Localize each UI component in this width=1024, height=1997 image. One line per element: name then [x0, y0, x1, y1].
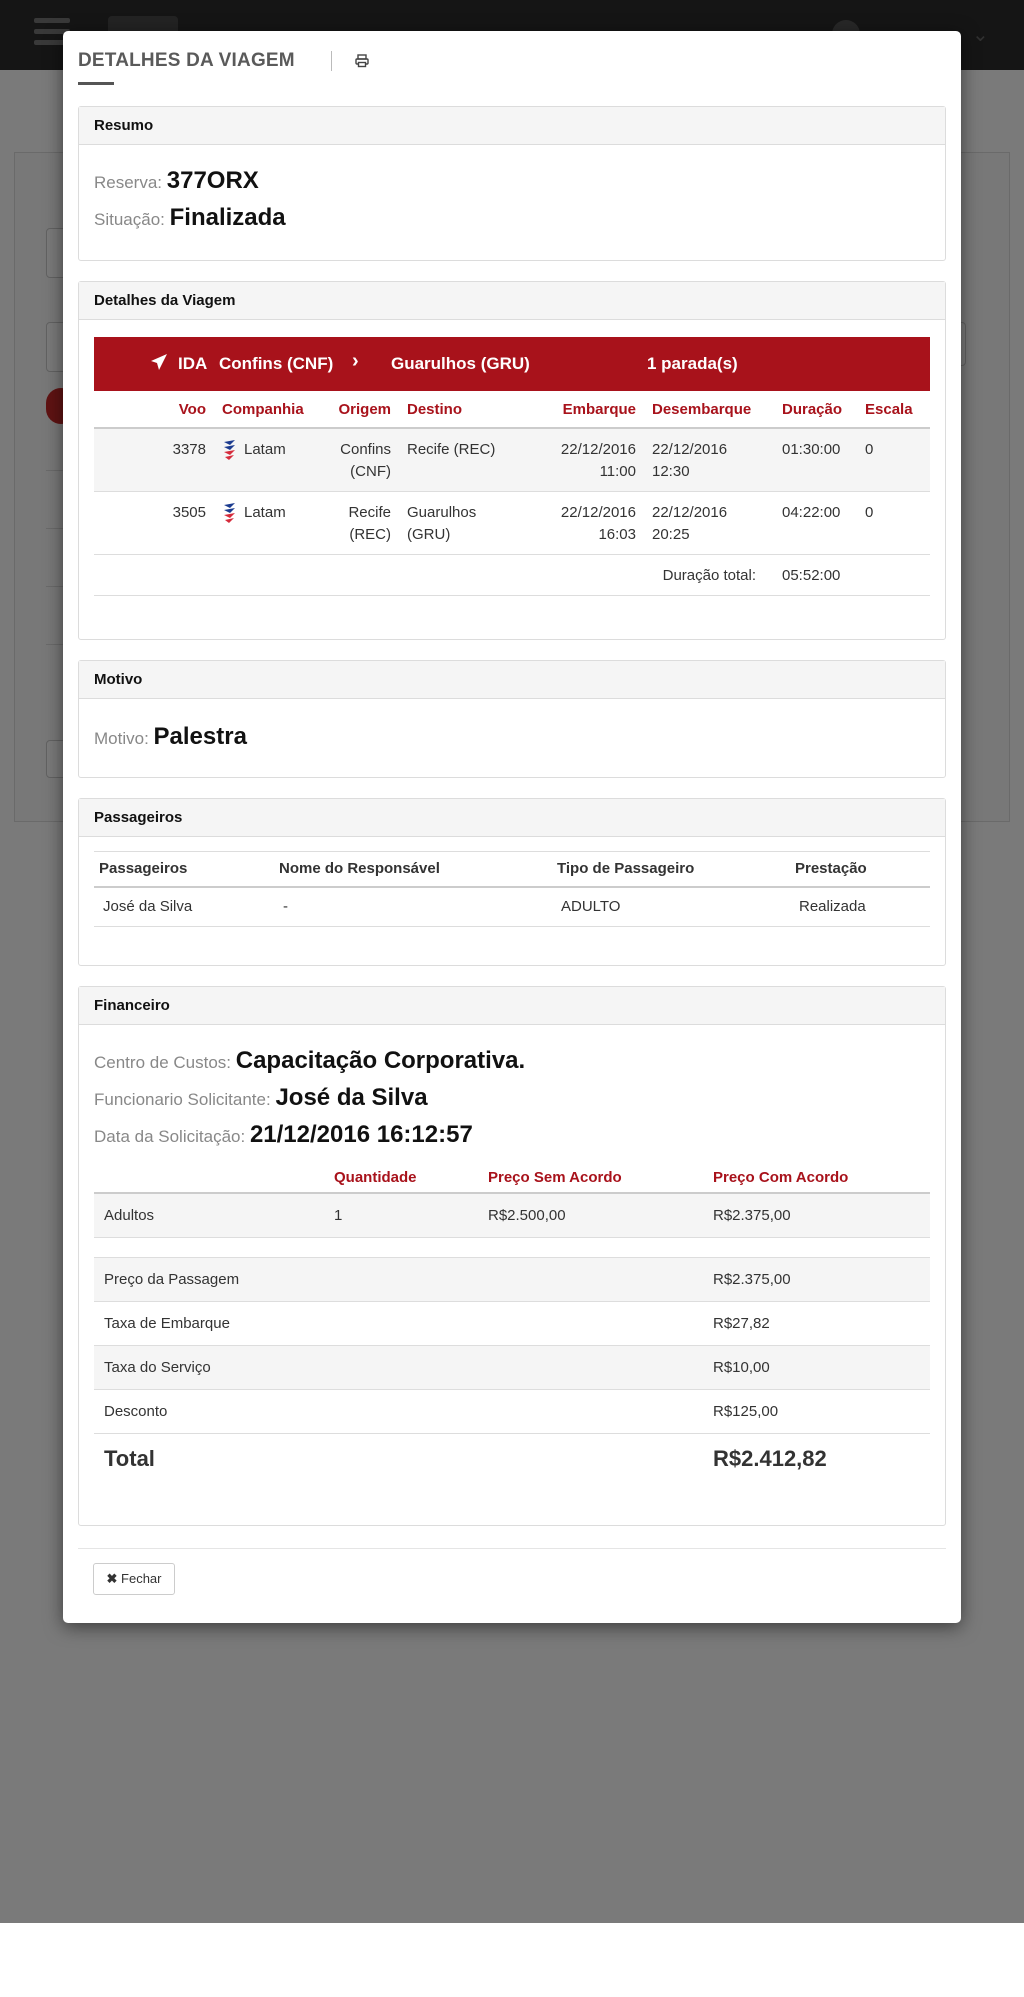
trip-details-heading: Detalhes da Viagem	[79, 282, 945, 320]
situacao-value: Finalizada	[169, 204, 286, 231]
modal-footer-divider	[78, 1548, 946, 1549]
funcionario-value: José da Silva	[275, 1084, 428, 1111]
passageiros-panel	[78, 798, 946, 966]
total-value: R$2.412,82	[713, 1446, 827, 1472]
modal-header	[78, 31, 946, 86]
reserva-value: 377ORX	[166, 167, 259, 194]
route-origin: Confins (CNF)	[219, 354, 334, 373]
financeiro-panel	[78, 986, 946, 1526]
motivo-value: Palestra	[153, 723, 247, 750]
adultos-com-acordo: R$2.375,00	[703, 1193, 930, 1237]
col-duracao: Duração	[774, 391, 857, 428]
chevron-right-icon: ›	[352, 350, 359, 372]
table-row	[94, 1389, 930, 1433]
pricing-table	[94, 1163, 930, 1485]
trip-details-panel	[78, 281, 946, 640]
origin-city: Recife	[348, 504, 391, 521]
adultos-quantidade: 1	[324, 1193, 478, 1237]
origin-cell	[329, 492, 399, 555]
col-voo: Voo	[94, 391, 214, 428]
duration-cell: 01:30:00	[774, 428, 857, 492]
departure-cell	[529, 492, 644, 555]
stopover-cell: 0	[857, 492, 930, 555]
total-duration-row	[94, 555, 930, 596]
departure-cell	[529, 428, 644, 492]
col-sem-acordo: Preço Sem Acordo	[478, 1163, 703, 1193]
destination-city: Guarulhos	[407, 504, 477, 521]
airline-name: Latam	[244, 441, 286, 458]
arrival-date: 22/12/2016	[652, 441, 728, 458]
col-quantidade: Quantidade	[324, 1163, 478, 1193]
header-divider	[331, 51, 332, 71]
flight-number: 3505	[94, 492, 214, 555]
direction-label: IDA	[178, 354, 208, 373]
close-button[interactable]	[93, 1563, 175, 1595]
col-responsavel: Nome do Responsável	[274, 852, 552, 887]
latam-logo-icon	[222, 439, 238, 461]
reserva-label: Reserva:	[94, 173, 163, 192]
data-solicitacao-field	[94, 1121, 473, 1149]
motivo-field	[94, 723, 247, 751]
trip-details-modal	[63, 31, 961, 1623]
situacao-label: Situação:	[94, 210, 165, 229]
preco-passagem-value: R$2.375,00	[703, 1257, 930, 1301]
stopover-cell: 0	[857, 428, 930, 492]
data-solicitacao-value: 21/12/2016 16:12:57	[249, 1121, 473, 1148]
table-row	[94, 1193, 930, 1237]
print-icon[interactable]	[354, 53, 370, 69]
modal-title: DETALHES DA VIAGEM	[78, 50, 295, 71]
col-blank	[94, 1163, 324, 1193]
origin-code: (CNF)	[350, 463, 391, 480]
table-row	[94, 1257, 930, 1301]
desconto-label: Desconto	[94, 1389, 703, 1433]
trip-route-bar	[94, 337, 930, 391]
total-duration-value: 05:52:00	[774, 555, 930, 596]
total-label: Total	[104, 1446, 155, 1472]
financeiro-heading: Financeiro	[79, 987, 945, 1025]
flight-number: 3378	[94, 428, 214, 492]
responsible-name: -	[274, 887, 552, 927]
departure-date: 22/12/2016	[560, 504, 636, 521]
table-row	[94, 1345, 930, 1389]
total-row	[94, 1433, 930, 1485]
table-row	[94, 428, 930, 492]
route-destination: Guarulhos (GRU)	[391, 354, 530, 373]
col-companhia: Companhia	[214, 391, 329, 428]
col-prestacao: Prestação	[790, 852, 930, 887]
duration-cell: 04:22:00	[774, 492, 857, 555]
destination-city: Recife (REC)	[407, 441, 496, 458]
taxa-servico-value: R$10,00	[703, 1345, 930, 1389]
airline-name: Latam	[244, 504, 286, 521]
motivo-heading: Motivo	[79, 661, 945, 699]
airline-cell	[214, 428, 329, 492]
arrival-date: 22/12/2016	[652, 504, 728, 521]
departure-date: 22/12/2016	[560, 441, 636, 458]
origin-city: Confins	[340, 441, 391, 458]
taxa-embarque-label: Taxa de Embarque	[94, 1301, 703, 1345]
motivo-panel	[78, 660, 946, 778]
origin-cell	[329, 428, 399, 492]
adultos-label: Adultos	[94, 1193, 324, 1237]
spacer-row	[94, 1237, 930, 1257]
table-row	[94, 887, 930, 927]
plane-icon	[150, 353, 168, 376]
funcionario-field	[94, 1084, 428, 1112]
col-escala: Escala	[857, 391, 930, 428]
title-underline	[78, 82, 114, 85]
origin-code: (REC)	[349, 526, 391, 543]
latam-logo-icon	[222, 502, 238, 524]
resumo-heading: Resumo	[79, 107, 945, 145]
col-desembarque: Desembarque	[644, 391, 774, 428]
destination-cell	[399, 428, 529, 492]
departure-time: 16:03	[598, 526, 636, 543]
destination-cell	[399, 492, 529, 555]
centro-custos-field	[94, 1047, 525, 1075]
taxa-servico-label: Taxa do Serviço	[94, 1345, 703, 1389]
passenger-type: ADULTO	[552, 887, 790, 927]
destination-code: (GRU)	[407, 526, 451, 543]
arrival-time: 12:30	[652, 463, 690, 480]
col-origem: Origem	[329, 391, 399, 428]
centro-custos-label: Centro de Custos:	[94, 1053, 232, 1072]
desconto-value: R$125,00	[703, 1389, 930, 1433]
segments-header-row	[94, 391, 930, 428]
resumo-panel	[78, 106, 946, 261]
table-row	[94, 492, 930, 555]
close-button-label: Fechar	[121, 1571, 162, 1586]
adultos-sem-acordo: R$2.500,00	[478, 1193, 703, 1237]
col-tipo: Tipo de Passageiro	[552, 852, 790, 887]
passengers-header-row	[94, 852, 930, 887]
departure-time: 11:00	[599, 463, 636, 480]
taxa-embarque-value: R$27,82	[703, 1301, 930, 1345]
close-icon: ✖	[106, 1571, 118, 1586]
pricing-header-row	[94, 1163, 930, 1193]
col-destino: Destino	[399, 391, 529, 428]
airline-cell	[214, 492, 329, 555]
arrival-time: 20:25	[652, 526, 690, 543]
stops-count: 1 parada(s)	[647, 354, 738, 373]
arrival-cell	[644, 492, 774, 555]
col-com-acordo: Preço Com Acordo	[703, 1163, 930, 1193]
passenger-name: José da Silva	[94, 887, 274, 927]
data-solicitacao-label: Data da Solicitação:	[94, 1127, 246, 1146]
arrival-cell	[644, 428, 774, 492]
passageiros-heading: Passageiros	[79, 799, 945, 837]
funcionario-label: Funcionario Solicitante:	[94, 1090, 271, 1109]
motivo-label: Motivo:	[94, 729, 149, 748]
centro-custos-value: Capacitação Corporativa.	[235, 1047, 526, 1074]
accountability-status: Realizada	[790, 887, 930, 927]
flight-segments-table	[94, 391, 930, 596]
situacao-field	[94, 204, 286, 232]
table-row	[94, 1301, 930, 1345]
col-embarque: Embarque	[529, 391, 644, 428]
total-duration-label: Duração total:	[94, 555, 774, 596]
preco-passagem-label: Preço da Passagem	[94, 1257, 703, 1301]
col-passageiros: Passageiros	[94, 852, 274, 887]
reserva-field	[94, 167, 259, 195]
passengers-table	[94, 851, 930, 927]
